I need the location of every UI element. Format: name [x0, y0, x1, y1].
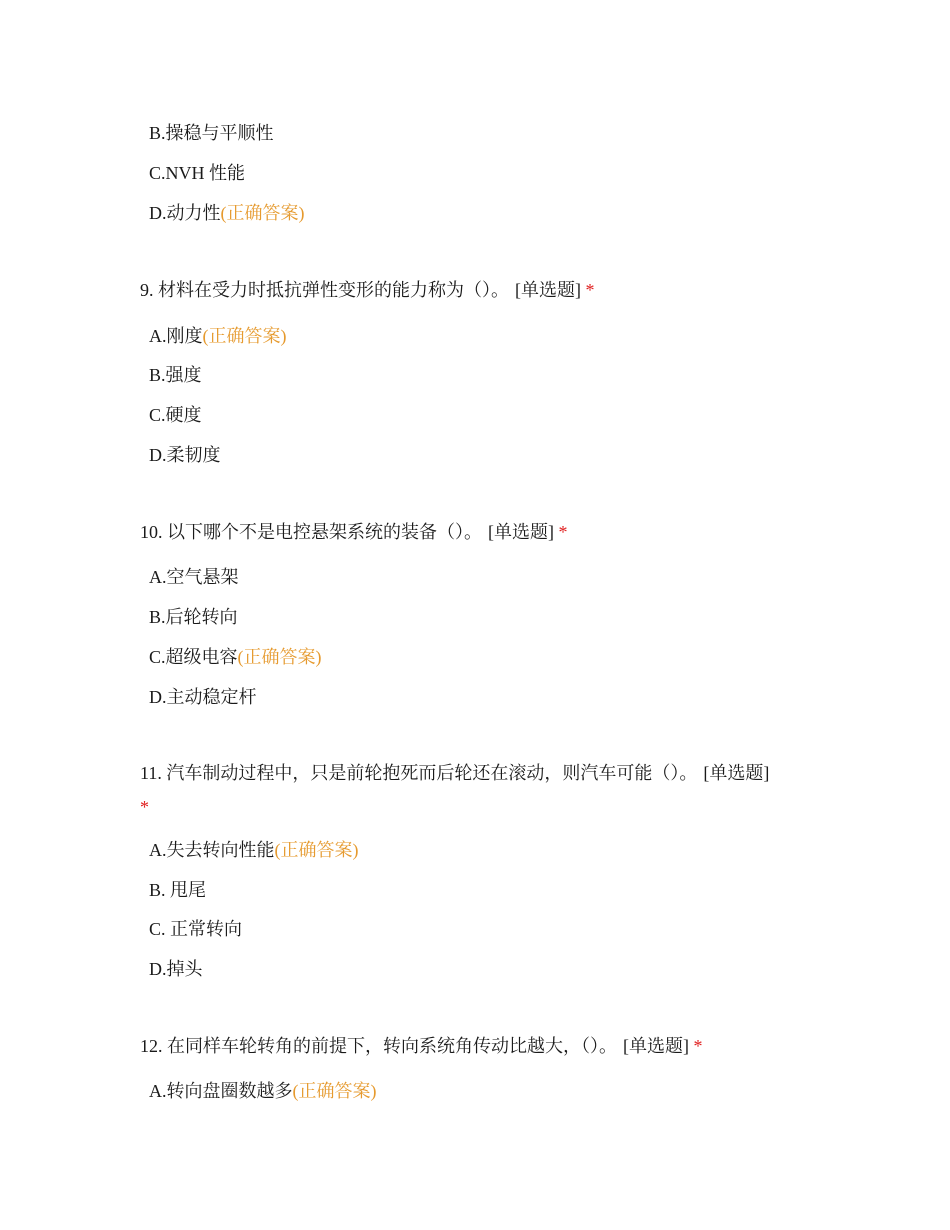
question-type-tag: [单选题] [488, 522, 554, 542]
option-q11-d[interactable] [149, 957, 203, 981]
option-q9-d[interactable] [149, 443, 221, 467]
option-text: D.掉头 [149, 959, 203, 979]
required-marker: * [558, 522, 568, 542]
option-text: A.空气悬架 [149, 567, 239, 587]
option-q9-b[interactable] [149, 363, 202, 387]
correct-answer-marker: (正确答案) [274, 840, 359, 860]
correct-answer-marker: (正确答案) [237, 647, 322, 667]
option-text: B.操稳与平顺性 [149, 123, 274, 143]
question-10-title [140, 520, 568, 544]
option-text: C.NVH 性能 [149, 163, 246, 183]
option-text: B.强度 [149, 365, 202, 385]
option-text: A.失去转向性能 [149, 840, 275, 860]
question-type-tag: [单选题] [515, 280, 581, 300]
option-q10-b[interactable] [149, 605, 238, 629]
correct-answer-marker: (正确答案) [292, 1081, 377, 1101]
option-q8-d[interactable] [149, 201, 305, 225]
option-q9-a[interactable] [149, 324, 287, 348]
option-text: C.硬度 [149, 405, 202, 425]
option-text: A.转向盘圈数越多 [149, 1081, 293, 1101]
option-text: C.超级电容 [149, 647, 238, 667]
question-text: 12. 在同样车轮转角的前提下，转向系统角传动比越大，（）。 [140, 1036, 617, 1056]
required-marker: * [140, 797, 149, 817]
option-q11-c[interactable] [149, 917, 242, 941]
question-text: 9. 材料在受力时抵抗弹性变形的能力称为（）。 [140, 280, 509, 300]
question-text: 11. 汽车制动过程中，只是前轮抱死而后轮还在滚动，则汽车可能（）。 [140, 763, 698, 783]
option-text: D.主动稳定杆 [149, 687, 257, 707]
question-11-title [140, 761, 769, 785]
option-text: D.动力性 [149, 203, 221, 223]
correct-answer-marker: (正确答案) [220, 203, 305, 223]
option-text: C. 正常转向 [149, 919, 243, 939]
option-q8-c[interactable] [149, 161, 245, 185]
option-q8-b[interactable] [149, 121, 274, 145]
question-11-required [140, 795, 149, 819]
question-9-title [140, 278, 595, 302]
required-marker: * [585, 280, 595, 300]
required-marker: * [693, 1036, 703, 1056]
option-text: B. 甩尾 [149, 880, 207, 900]
question-type-tag: [单选题] [623, 1036, 689, 1056]
option-text: A.刚度 [149, 326, 203, 346]
option-q12-a[interactable] [149, 1079, 377, 1103]
option-q11-b[interactable] [149, 878, 206, 902]
option-q10-a[interactable] [149, 565, 239, 589]
option-q10-d[interactable] [149, 685, 257, 709]
option-text: B.后轮转向 [149, 607, 238, 627]
option-q11-a[interactable] [149, 838, 359, 862]
option-q9-c[interactable] [149, 403, 202, 427]
correct-answer-marker: (正确答案) [202, 326, 287, 346]
option-text: D.柔韧度 [149, 445, 221, 465]
question-text: 10. 以下哪个不是电控悬架系统的装备（）。 [140, 522, 482, 542]
question-12-title [140, 1034, 703, 1058]
question-type-tag: [单选题] [703, 763, 770, 783]
option-q10-c[interactable] [149, 645, 322, 669]
